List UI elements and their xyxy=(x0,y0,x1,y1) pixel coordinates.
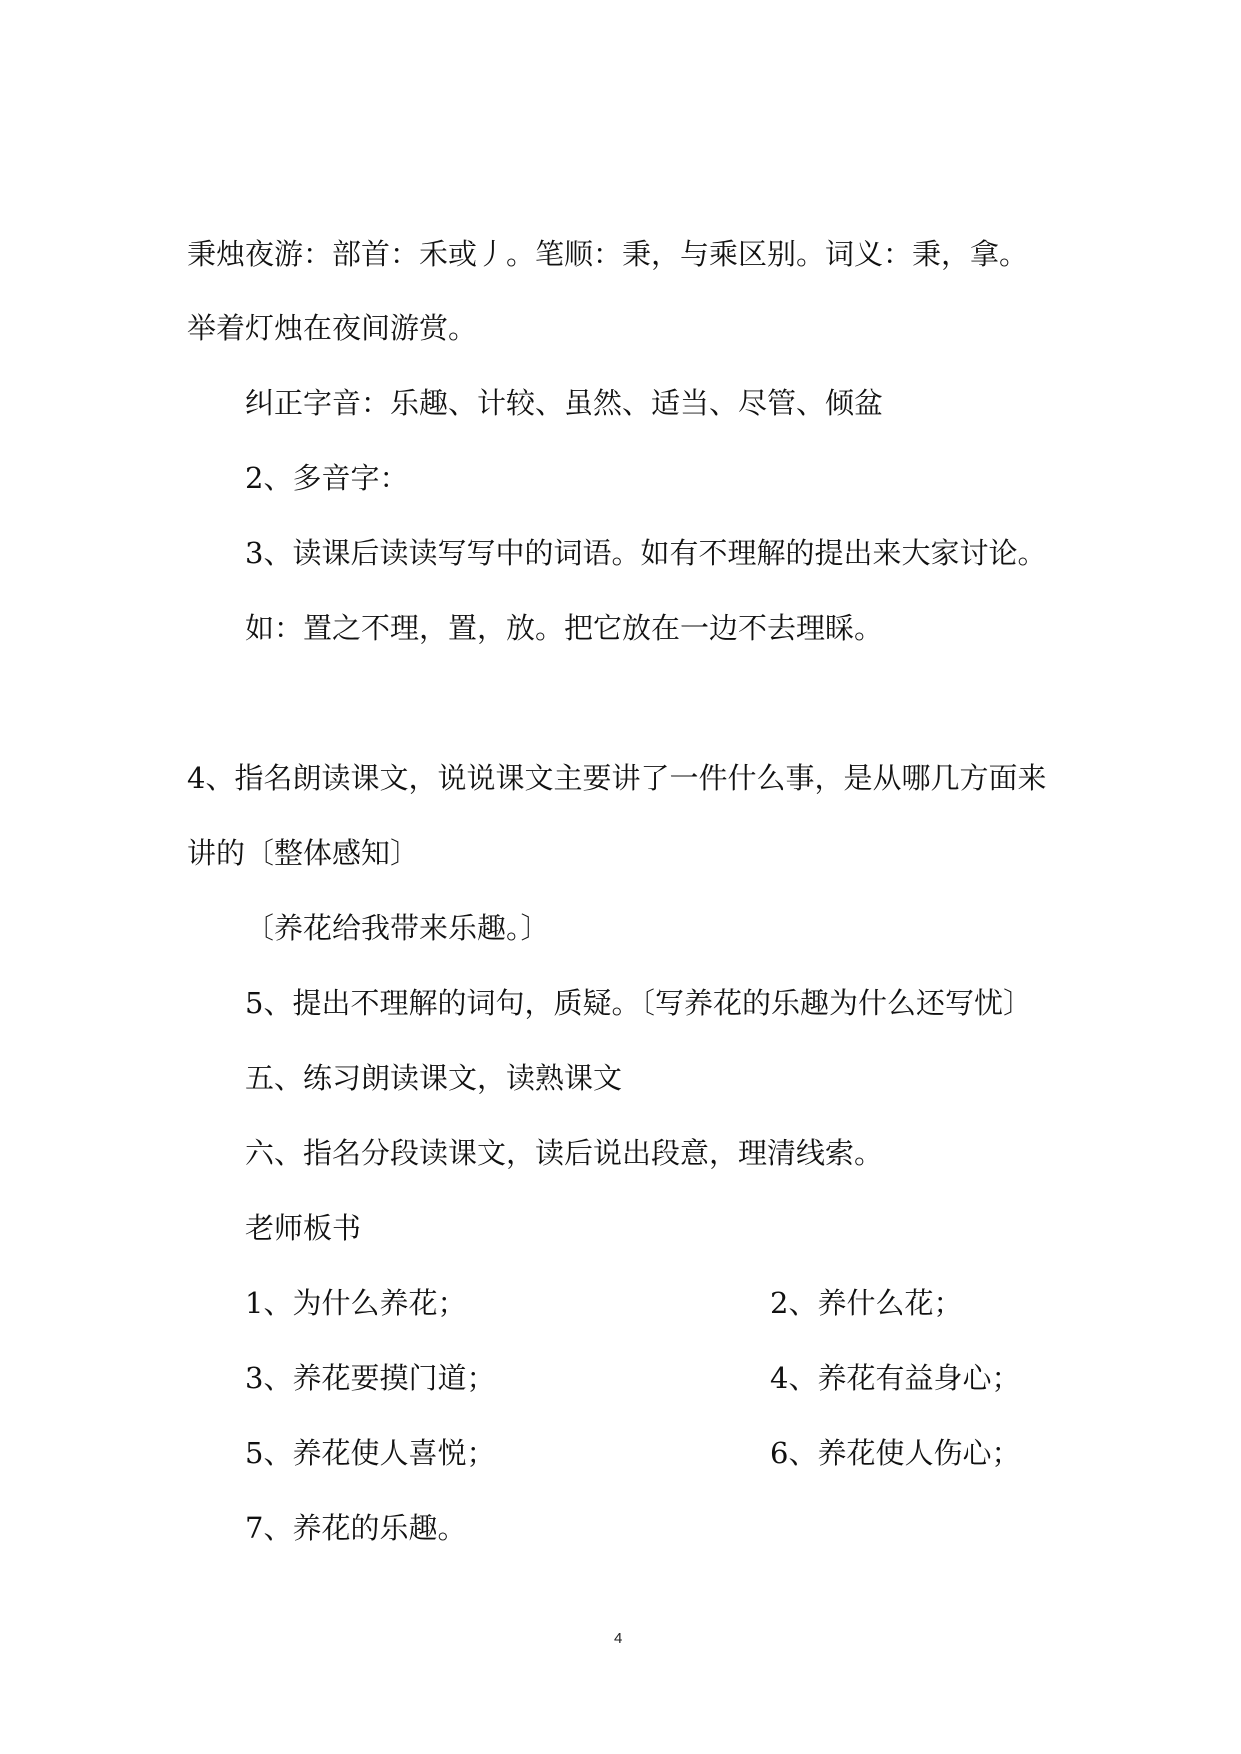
board-item-6: 6、养花使人伤心； xyxy=(770,1436,1021,1470)
board-item-7: 7、养花的乐趣。 xyxy=(245,1511,467,1545)
board-item-3: 3、养花要摸门道； xyxy=(245,1361,496,1395)
board-row-4 xyxy=(245,1510,466,1546)
text-line-5: 3、读课后读读写写中的词语。如有不理解的提出来大家讨论。 xyxy=(245,536,1047,570)
text-line-10: 5、提出不理解的词句，质疑。〔写养花的乐趣为什么还写忧〕 xyxy=(245,986,1032,1020)
text-line-8: 讲的〔整体感知〕 xyxy=(187,836,420,870)
text-line-1: 秉烛夜游：部首：禾或丿。笔顺：秉，与乘区别。词义：秉，拿。 xyxy=(187,237,1029,271)
text-line-3: 纠正字音：乐趣、计较、虽然、适当、尽管、倾盆 xyxy=(245,386,884,420)
board-item-4: 4、养花有益身心； xyxy=(770,1361,1021,1395)
text-line-13: 老师板书 xyxy=(245,1211,362,1245)
text-line-7: 4、指名朗读课文，说说课文主要讲了一件什么事，是从哪几方面来 xyxy=(187,761,1047,795)
board-item-2: 2、养什么花； xyxy=(770,1286,963,1320)
page-number: 4 xyxy=(614,1630,623,1647)
text-line-4: 2、多音字： xyxy=(245,461,409,495)
text-line-6: 如：置之不理，置，放。把它放在一边不去理睬。 xyxy=(245,611,884,645)
board-row-2 xyxy=(245,1360,1045,1396)
board-row-1 xyxy=(245,1285,1045,1321)
text-line-2: 举着灯烛在夜间游赏。 xyxy=(187,311,478,345)
text-line-11: 五、练习朗读课文，读熟课文 xyxy=(245,1061,623,1095)
board-item-1: 1、为什么养花； xyxy=(245,1286,467,1320)
text-line-9: 〔养花给我带来乐趣。〕 xyxy=(245,911,550,945)
text-line-12: 六、指名分段读课文，读后说出段意，理清线索。 xyxy=(245,1136,884,1170)
board-row-3 xyxy=(245,1435,1045,1471)
board-item-5: 5、养花使人喜悦； xyxy=(245,1436,496,1470)
